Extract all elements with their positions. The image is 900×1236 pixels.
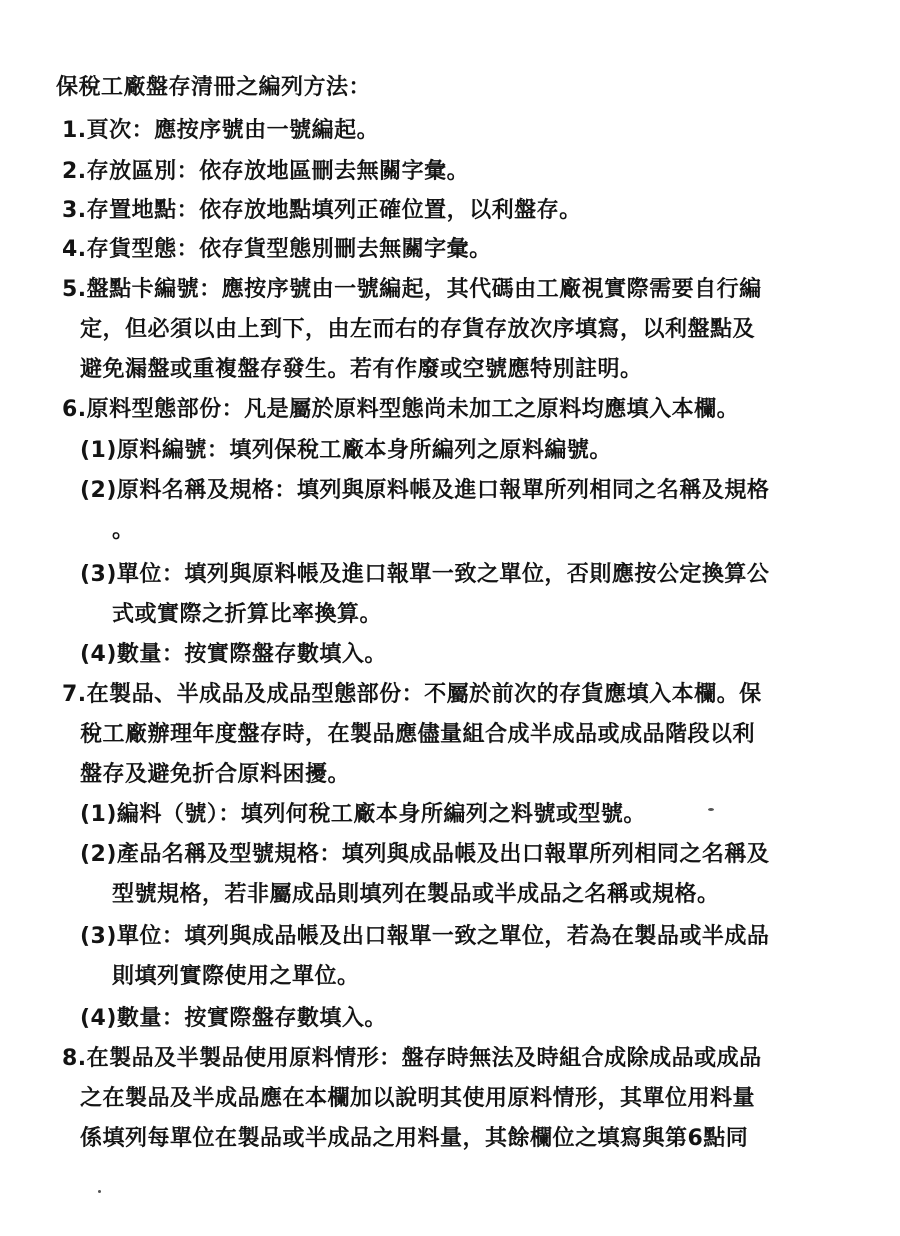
item-7-wip-section-line-3: 盤存及避免折合原料困擾。 bbox=[80, 762, 351, 787]
scan-speck bbox=[708, 808, 714, 811]
item-6-3-unit-line-1: (3)單位：填列與原料帳及進口報單一致之單位，否則應按公定換算公 bbox=[80, 562, 770, 587]
item-7-1-material-number: (1)編料（號）：填列何稅工廠本身所編列之料號或型號。 bbox=[80, 802, 646, 827]
item-8-wip-material-usage-line-2: 之在製品及半成品應在本欄加以說明其使用原料情形，其單位用料量 bbox=[80, 1086, 756, 1111]
item-5-count-card-line-1: 5.盤點卡編號：應按序號由一號編起，其代碼由工廠視實際需要自行編 bbox=[62, 277, 762, 302]
item-6-1-material-number: (1)原料編號：填列保稅工廠本身所編列之原料編號。 bbox=[80, 438, 612, 463]
scan-speck bbox=[98, 1190, 101, 1193]
item-2-storage-area: 2.存放區別：依存放地區刪去無關字彙。 bbox=[62, 159, 470, 184]
item-6-2-material-name-line-2: 。 bbox=[112, 518, 135, 543]
item-7-wip-section-line-1: 7.在製品、半成品及成品型態部份：不屬於前次的存貨應填入本欄。保 bbox=[62, 682, 762, 707]
item-8-wip-material-usage-line-1: 8.在製品及半製品使用原料情形：盤存時無法及時組合成除成品或成品 bbox=[62, 1046, 762, 1071]
item-7-4-quantity: (4)數量：按實際盤存數填入。 bbox=[80, 1006, 387, 1031]
item-1-page-number: 1.頁次：應按序號由一號編起。 bbox=[62, 118, 380, 143]
document-title: 保稅工廠盤存清冊之編列方法： bbox=[56, 75, 372, 100]
item-7-wip-section-line-2: 稅工廠辦理年度盤存時，在製品應儘量組合成半成品或成品階段以利 bbox=[80, 722, 756, 747]
item-7-3-unit-line-2: 則填列實際使用之單位。 bbox=[112, 964, 360, 989]
item-6-2-material-name-line-1: (2)原料名稱及規格：填列與原料帳及進口報單所列相同之名稱及規格 bbox=[80, 478, 770, 503]
item-6-4-quantity: (4)數量：按實際盤存數填入。 bbox=[80, 642, 387, 667]
item-5-count-card-line-2: 定，但必須以由上到下，由左而右的存貨存放次序填寫，以利盤點及 bbox=[80, 317, 756, 342]
item-6-raw-material-section: 6.原料型態部份：凡是屬於原料型態尚未加工之原料均應填入本欄。 bbox=[62, 397, 740, 422]
item-7-2-product-name-line-2: 型號規格，若非屬成品則填列在製品或半成品之名稱或規格。 bbox=[112, 882, 720, 907]
item-4-inventory-type: 4.存貨型態：依存貨型態別刪去無關字彙。 bbox=[62, 237, 492, 262]
item-5-count-card-line-3: 避免漏盤或重複盤存發生。若有作廢或空號應特別註明。 bbox=[80, 357, 643, 382]
item-3-storage-location: 3.存置地點：依存放地點填列正確位置，以利盤存。 bbox=[62, 198, 582, 223]
item-8-wip-material-usage-line-3: 係填列每單位在製品或半成品之用料量，其餘欄位之填寫與第6點同 bbox=[80, 1126, 749, 1151]
item-6-3-unit-line-2: 式或實際之折算比率換算。 bbox=[112, 602, 383, 627]
item-7-3-unit-line-1: (3)單位：填列與成品帳及出口報單一致之單位，若為在製品或半成品 bbox=[80, 924, 770, 949]
item-7-2-product-name-line-1: (2)產品名稱及型號規格：填列與成品帳及出口報單所列相同之名稱及 bbox=[80, 842, 770, 867]
